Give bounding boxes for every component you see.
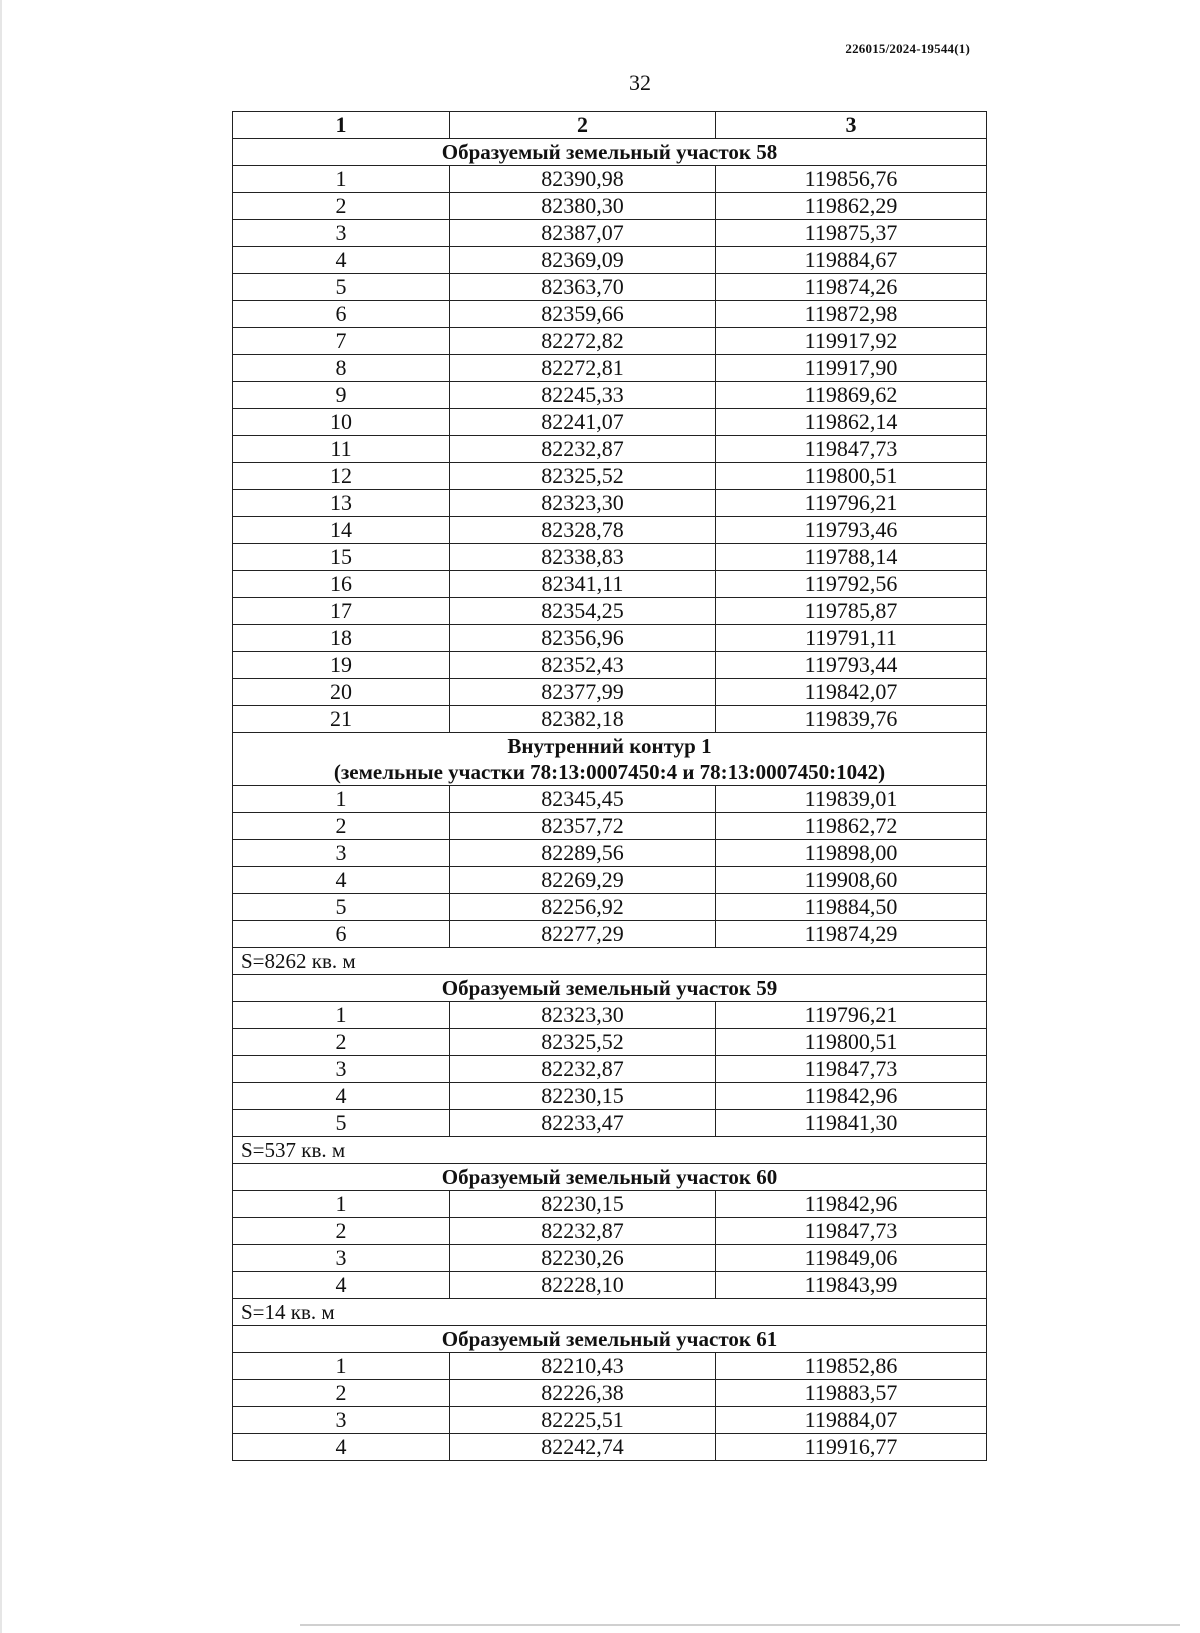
table-row xyxy=(233,436,987,463)
table-row xyxy=(233,894,987,921)
coordinates-table-body xyxy=(233,112,987,1461)
y-coordinate: 119788,14 xyxy=(716,544,987,571)
table-row xyxy=(233,274,987,301)
table-row xyxy=(233,1029,987,1056)
point-number: 1 xyxy=(233,1191,450,1218)
table-row xyxy=(233,1002,987,1029)
table-row xyxy=(233,571,987,598)
y-coordinate: 119869,62 xyxy=(716,382,987,409)
x-coordinate: 82325,52 xyxy=(450,1029,716,1056)
x-coordinate: 82272,81 xyxy=(450,355,716,382)
point-number: 1 xyxy=(233,1002,450,1029)
y-coordinate: 119898,00 xyxy=(716,840,987,867)
section-title-row xyxy=(233,1326,987,1353)
y-coordinate: 119847,73 xyxy=(716,1056,987,1083)
y-coordinate: 119847,73 xyxy=(716,436,987,463)
x-coordinate: 82232,87 xyxy=(450,1218,716,1245)
x-coordinate: 82230,15 xyxy=(450,1083,716,1110)
x-coordinate: 82289,56 xyxy=(450,840,716,867)
x-coordinate: 82380,30 xyxy=(450,193,716,220)
table-row xyxy=(233,301,987,328)
table-row xyxy=(233,490,987,517)
x-coordinate: 82352,43 xyxy=(450,652,716,679)
table-row xyxy=(233,1218,987,1245)
point-number: 12 xyxy=(233,463,450,490)
point-number: 8 xyxy=(233,355,450,382)
point-number: 9 xyxy=(233,382,450,409)
y-coordinate: 119793,44 xyxy=(716,652,987,679)
table-row xyxy=(233,247,987,274)
point-number: 6 xyxy=(233,921,450,948)
point-number: 7 xyxy=(233,328,450,355)
x-coordinate: 82363,70 xyxy=(450,274,716,301)
y-coordinate: 119862,14 xyxy=(716,409,987,436)
point-number: 3 xyxy=(233,840,450,867)
y-coordinate: 119872,98 xyxy=(716,301,987,328)
table-row xyxy=(233,1407,987,1434)
y-coordinate: 119796,21 xyxy=(716,1002,987,1029)
y-coordinate: 119800,51 xyxy=(716,463,987,490)
point-number: 18 xyxy=(233,625,450,652)
area-value: S=537 кв. м xyxy=(233,1137,987,1164)
x-coordinate: 82328,78 xyxy=(450,517,716,544)
point-number: 4 xyxy=(233,247,450,274)
point-number: 13 xyxy=(233,490,450,517)
section-title-row xyxy=(233,1164,987,1191)
x-coordinate: 82226,38 xyxy=(450,1380,716,1407)
table-row xyxy=(233,1083,987,1110)
table-row xyxy=(233,1245,987,1272)
table-row xyxy=(233,840,987,867)
x-coordinate: 82382,18 xyxy=(450,706,716,733)
y-coordinate: 119874,26 xyxy=(716,274,987,301)
area-row xyxy=(233,948,987,975)
point-number: 3 xyxy=(233,1056,450,1083)
point-number: 3 xyxy=(233,1245,450,1272)
table-row xyxy=(233,355,987,382)
point-number: 6 xyxy=(233,301,450,328)
table-row xyxy=(233,921,987,948)
y-coordinate: 119841,30 xyxy=(716,1110,987,1137)
table-row xyxy=(233,517,987,544)
point-number: 2 xyxy=(233,193,450,220)
y-coordinate: 119791,11 xyxy=(716,625,987,652)
y-coordinate: 119843,99 xyxy=(716,1272,987,1299)
section-title: Образуемый земельный участок 58 xyxy=(233,139,987,166)
point-number: 15 xyxy=(233,544,450,571)
table-row xyxy=(233,544,987,571)
point-number: 5 xyxy=(233,1110,450,1137)
point-number: 2 xyxy=(233,813,450,840)
point-number: 17 xyxy=(233,598,450,625)
y-coordinate: 119908,60 xyxy=(716,867,987,894)
section-title-row xyxy=(233,975,987,1002)
x-coordinate: 82323,30 xyxy=(450,1002,716,1029)
y-coordinate: 119839,76 xyxy=(716,706,987,733)
point-number: 3 xyxy=(233,220,450,247)
table-row xyxy=(233,679,987,706)
y-coordinate: 119884,50 xyxy=(716,894,987,921)
x-coordinate: 82356,96 xyxy=(450,625,716,652)
y-coordinate: 119785,87 xyxy=(716,598,987,625)
x-coordinate: 82341,11 xyxy=(450,571,716,598)
y-coordinate: 119847,73 xyxy=(716,1218,987,1245)
point-number: 19 xyxy=(233,652,450,679)
x-coordinate: 82359,66 xyxy=(450,301,716,328)
point-number: 11 xyxy=(233,436,450,463)
x-coordinate: 82256,92 xyxy=(450,894,716,921)
y-coordinate: 119862,29 xyxy=(716,193,987,220)
column-header-3: 3 xyxy=(716,112,987,139)
table-row xyxy=(233,193,987,220)
area-row xyxy=(233,1299,987,1326)
x-coordinate: 82323,30 xyxy=(450,490,716,517)
x-coordinate: 82325,52 xyxy=(450,463,716,490)
y-coordinate: 119917,92 xyxy=(716,328,987,355)
y-coordinate: 119842,96 xyxy=(716,1083,987,1110)
y-coordinate: 119839,01 xyxy=(716,786,987,813)
y-coordinate: 119875,37 xyxy=(716,220,987,247)
page-number: 32 xyxy=(629,70,651,95)
table-row xyxy=(233,867,987,894)
y-coordinate: 119792,56 xyxy=(716,571,987,598)
y-coordinate: 119917,90 xyxy=(716,355,987,382)
x-coordinate: 82269,29 xyxy=(450,867,716,894)
point-number: 5 xyxy=(233,274,450,301)
table-row xyxy=(233,328,987,355)
inner-contour-subheading: (земельные участки 78:13:0007450:4 и 78:13:0007450:1042) xyxy=(333,760,886,784)
x-coordinate: 82357,72 xyxy=(450,813,716,840)
table-row xyxy=(233,1110,987,1137)
x-coordinate: 82377,99 xyxy=(450,679,716,706)
x-coordinate: 82245,33 xyxy=(450,382,716,409)
x-coordinate: 82242,74 xyxy=(450,1434,716,1461)
point-number: 21 xyxy=(233,706,450,733)
point-number: 1 xyxy=(233,1353,450,1380)
coordinates-table xyxy=(232,111,987,1461)
x-coordinate: 82387,07 xyxy=(450,220,716,247)
y-coordinate: 119842,96 xyxy=(716,1191,987,1218)
y-coordinate: 119849,06 xyxy=(716,1245,987,1272)
point-number: 4 xyxy=(233,867,450,894)
table-header-row xyxy=(233,112,987,139)
x-coordinate: 82225,51 xyxy=(450,1407,716,1434)
point-number: 2 xyxy=(233,1029,450,1056)
x-coordinate: 82228,10 xyxy=(450,1272,716,1299)
scan-bottom-line xyxy=(300,1624,1180,1626)
table-row xyxy=(233,813,987,840)
table-row xyxy=(233,706,987,733)
table-row xyxy=(233,1380,987,1407)
y-coordinate: 119883,57 xyxy=(716,1380,987,1407)
point-number: 20 xyxy=(233,679,450,706)
table-row xyxy=(233,382,987,409)
table-row xyxy=(233,598,987,625)
point-number: 4 xyxy=(233,1434,450,1461)
document-number: 226015/2024-19544(1) xyxy=(845,41,970,56)
table-row xyxy=(233,1434,987,1461)
point-number: 2 xyxy=(233,1380,450,1407)
x-coordinate: 82338,83 xyxy=(450,544,716,571)
y-coordinate: 119796,21 xyxy=(716,490,987,517)
column-header-2: 2 xyxy=(450,112,716,139)
section-title: Образуемый земельный участок 60 xyxy=(233,1164,987,1191)
x-coordinate: 82369,09 xyxy=(450,247,716,274)
x-coordinate: 82232,87 xyxy=(450,436,716,463)
table-row xyxy=(233,166,987,193)
y-coordinate: 119916,77 xyxy=(716,1434,987,1461)
scan-edge xyxy=(0,0,2,1633)
point-number: 4 xyxy=(233,1272,450,1299)
y-coordinate: 119874,29 xyxy=(716,921,987,948)
table-row xyxy=(233,1191,987,1218)
inner-contour-title-row xyxy=(233,733,987,786)
x-coordinate: 82345,45 xyxy=(450,786,716,813)
x-coordinate: 82230,26 xyxy=(450,1245,716,1272)
point-number: 2 xyxy=(233,1218,450,1245)
x-coordinate: 82232,87 xyxy=(450,1056,716,1083)
table-row xyxy=(233,625,987,652)
section-title: Образуемый земельный участок 61 xyxy=(233,1326,987,1353)
section-title: Образуемый земельный участок 59 xyxy=(233,975,987,1002)
y-coordinate: 119884,67 xyxy=(716,247,987,274)
area-row xyxy=(233,1137,987,1164)
inner-contour-heading: Внутренний контур 1 xyxy=(507,734,712,758)
point-number: 1 xyxy=(233,786,450,813)
table-row xyxy=(233,1272,987,1299)
point-number: 16 xyxy=(233,571,450,598)
y-coordinate: 119793,46 xyxy=(716,517,987,544)
y-coordinate: 119884,07 xyxy=(716,1407,987,1434)
y-coordinate: 119862,72 xyxy=(716,813,987,840)
column-header-1: 1 xyxy=(233,112,450,139)
table-row xyxy=(233,652,987,679)
table-row xyxy=(233,1056,987,1083)
y-coordinate: 119842,07 xyxy=(716,679,987,706)
x-coordinate: 82210,43 xyxy=(450,1353,716,1380)
point-number: 3 xyxy=(233,1407,450,1434)
point-number: 10 xyxy=(233,409,450,436)
point-number: 14 xyxy=(233,517,450,544)
table-row xyxy=(233,786,987,813)
x-coordinate: 82277,29 xyxy=(450,921,716,948)
x-coordinate: 82390,98 xyxy=(450,166,716,193)
x-coordinate: 82230,15 xyxy=(450,1191,716,1218)
inner-contour-title xyxy=(233,733,987,786)
x-coordinate: 82233,47 xyxy=(450,1110,716,1137)
point-number: 5 xyxy=(233,894,450,921)
y-coordinate: 119800,51 xyxy=(716,1029,987,1056)
y-coordinate: 119856,76 xyxy=(716,166,987,193)
table-row xyxy=(233,220,987,247)
area-value: S=14 кв. м xyxy=(233,1299,987,1326)
table-row xyxy=(233,463,987,490)
section-title-row xyxy=(233,139,987,166)
point-number: 1 xyxy=(233,166,450,193)
table-row xyxy=(233,409,987,436)
y-coordinate: 119852,86 xyxy=(716,1353,987,1380)
x-coordinate: 82241,07 xyxy=(450,409,716,436)
x-coordinate: 82272,82 xyxy=(450,328,716,355)
x-coordinate: 82354,25 xyxy=(450,598,716,625)
area-value: S=8262 кв. м xyxy=(233,948,987,975)
point-number: 4 xyxy=(233,1083,450,1110)
table-row xyxy=(233,1353,987,1380)
